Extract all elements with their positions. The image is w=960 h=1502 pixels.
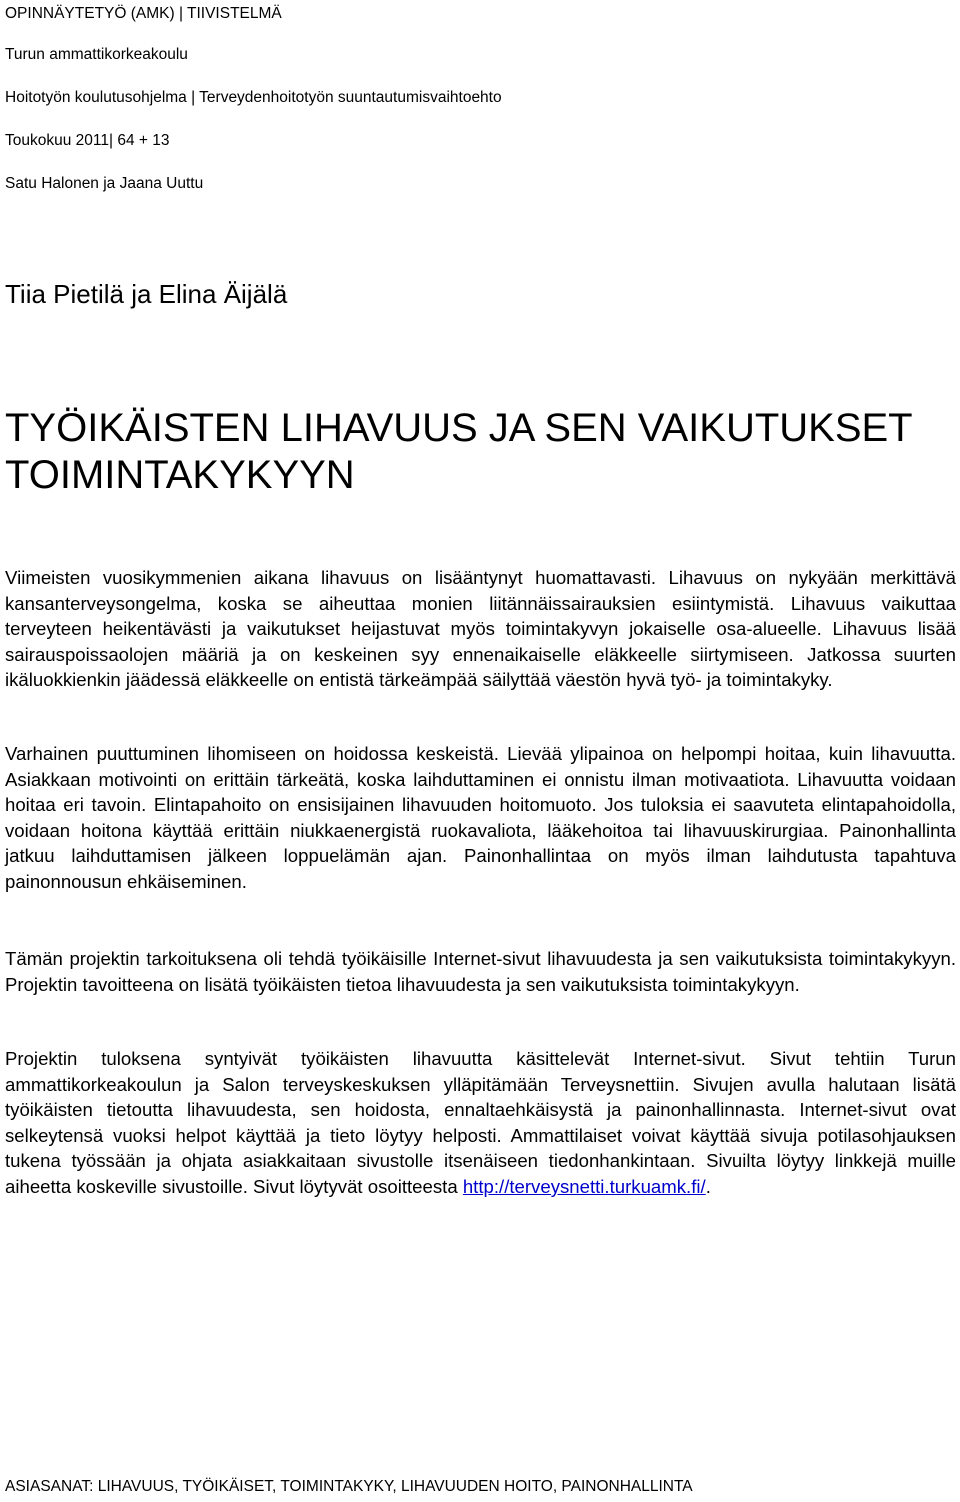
keywords: ASIASANAT: LIHAVUUS, TYÖIKÄISET, TOIMINTAKYKY, LIHAVUUDEN HOITO, PAINONHALLINTA [5, 1478, 693, 1495]
abstract-paragraph-3: Tämän projektin tarkoituksena oli tehdä työikäisille Internet-sivut lihavuudesta ja sen vaikutuksista toimintakykyyn. Projektin tavoitteena on lisätä työikäisten tietoa lihavuudesta ja sen vaikutuksista toimintakykyyn. [5, 948, 956, 995]
school-name: Turun ammattikorkeakoulu [5, 46, 188, 63]
document-type: OPINNÄYTETYÖ (AMK) | TIIVISTELMÄ [5, 5, 282, 22]
supervisors: Satu Halonen ja Jaana Uuttu [5, 175, 204, 192]
abstract-paragraph-2: Varhainen puuttuminen lihomiseen on hoidossa keskeistä. Lievää ylipainoa on helpompi hoitaa, kuin lihavuutta. Asiakkaan motivointi on erittäin tärkeätä, koska laihduttaminen ei onnistu ilman motivaatiota. Lihavuutta voidaan hoitaa eri tavoin. Elintapahoito on ensisijainen lihavuuden hoitomuoto. Jos tuloksia ei saavuteta elintapahoidolla, voidaan hoitona käyttää erittäin niukkaenergistä ruokavaliota, lääkehoitoa tai lihavuuskirurgiaa. Painonhallinta jatkuu laihduttamisen jälkeen loppuelämän ajan. Painonhallintaa on myös ilman laihdutusta tapahtuva painonnousun ehkäiseminen. [5, 743, 956, 892]
date-and-pages: Toukokuu 2011| 64 + 13 [5, 132, 170, 149]
terveysnetti-link[interactable]: http://terveysnetti.turkuamk.fi/ [462, 1175, 706, 1197]
abstract-paragraph-4 [5, 1046, 956, 1200]
degree-programme: Hoitotyön koulutusohjelma | Terveydenhoitotyön suuntautumisvaihtoehto [5, 89, 502, 106]
abstract-paragraph-4-text: Projektin tuloksena syntyivät työikäisten lihavuutta käsittelevät Internet-sivut. Sivut tehtiin Turun ammattikorkeakoulun ja Salon terveyskeskuksen ylläpitämään Terveysnettiin. Sivujen avulla halutaan lisätä työikäisten tietoutta lihavuudesta, sen hoidosta, ennaltaehkäisystä ja painonhallinnasta. Internet-sivut ovat selkeytensä vuoksi helpot käyttää ja tieto löytyy helposti. Ammattilaiset voivat käyttää sivuja potilasohjauksen tukena työssään ja ohjata asiakkaitaan sivustolle itsenäiseen tiedonhankintaan. Sivuilta löytyy linkkejä muille aiheetta koskeville sivustoille. Sivut löytyvät osoitteesta [5, 1048, 956, 1197]
authors: Tiia Pietilä ja Elina Äijälä [5, 279, 288, 309]
abstract-paragraph-1: Viimeisten vuosikymmenien aikana lihavuus on lisääntynyt huomattavasti. Lihavuus on nykyään merkittävä kansanterveysongelma, koska se aiheuttaa monien liitännäissairauksien esiintymistä. Lihavuus vaikuttaa terveyteen heikentävästi ja vaikutukset heijastuvat myös toimintakyvyn jokaiselle osa-alueelle. Lihavuus lisää sairauspoissaolojen määriä ja on keskeinen syy ennenaikaiselle eläkkeelle siirtymiseen. Jatkossa suurten ikäluokkienkin jäädessä eläkkeelle on entistä tärkeämpää säilyttää väestön hyvä työ- ja toimintakyky. [5, 567, 956, 691]
thesis-title [5, 405, 955, 499]
thesis-title-line-2: TOIMINTAKYKYYN [5, 453, 355, 497]
thesis-title-line-1: TYÖIKÄISTEN LIHAVUUS JA SEN VAIKUTUKSET [5, 406, 913, 450]
abstract-paragraph-4-end: . [705, 1175, 711, 1197]
